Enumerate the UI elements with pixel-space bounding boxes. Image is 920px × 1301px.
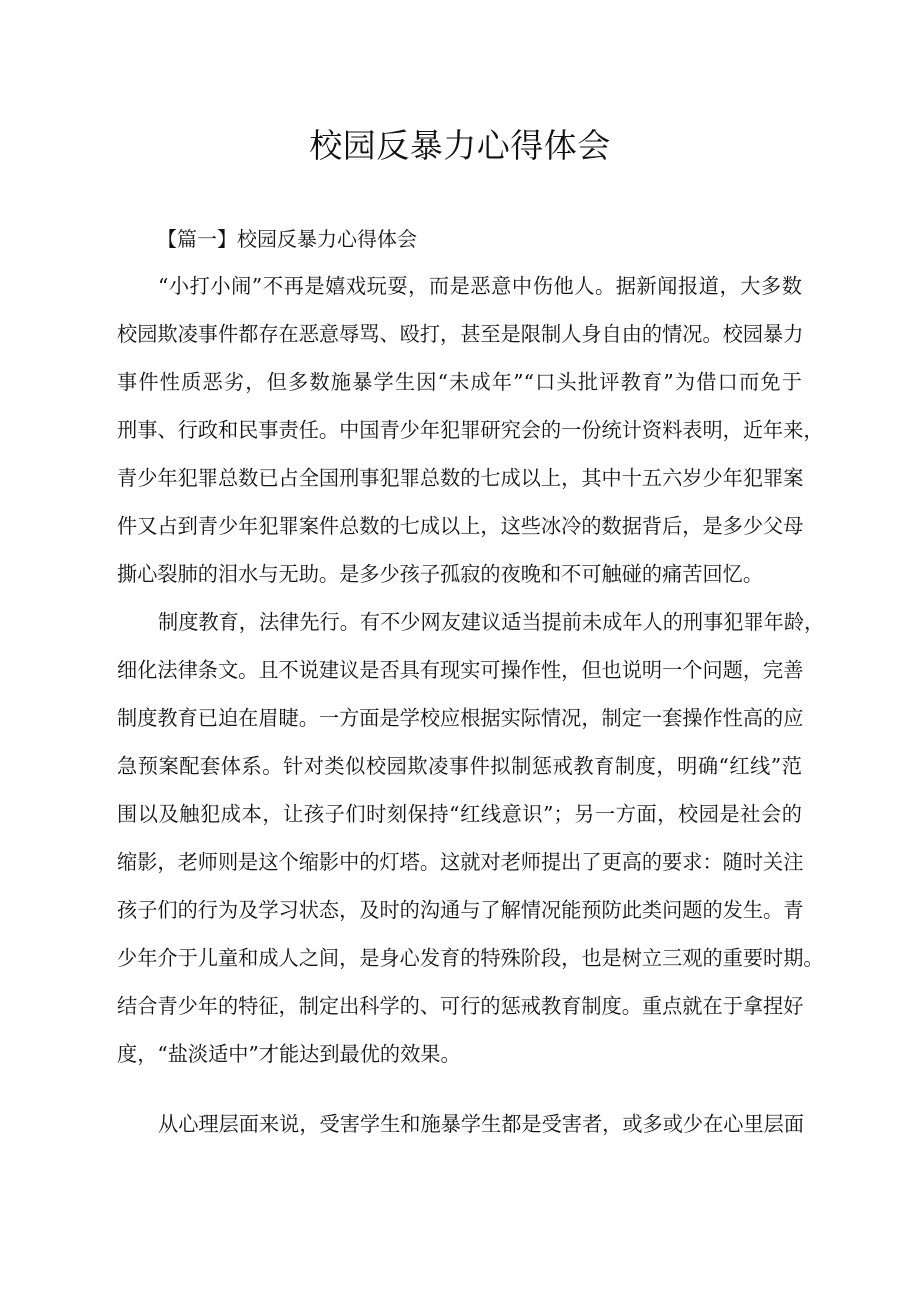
- paragraph-1-line-6: 件又占到青少年犯罪案件总数的七成以上，这些冰冷的数据背后，是多少父母: [117, 514, 804, 538]
- paragraph-1-line-2: 校园欺凌事件都存在恶意辱骂、殴打，甚至是限制人身自由的情况。校园暴力: [117, 322, 804, 346]
- paragraph-2-line-8: 少年介于儿童和成人之间，是身心发育的特殊阶段，也是树立三观的重要时期。: [117, 946, 824, 970]
- paragraph-2-line-1: 制度教育，法律先行。有不少网友建议适当提前未成年人的刑事犯罪年龄，: [158, 610, 825, 634]
- paragraph-1-line-3: 事件性质恶劣，但多数施暴学生因“未成年”“口头批评教育”为借口而免于: [117, 370, 802, 394]
- paragraph-2-line-10: 度，“盐淡适中”才能达到最优的效果。: [117, 1042, 461, 1066]
- paragraph-2-line-2: 细化法律条文。且不说建议是否具有现实可操作性，但也说明一个问题，完善: [117, 658, 804, 682]
- paragraph-2-line-9: 结合青少年的特征，制定出科学的、可行的惩戒教育制度。重点就在于拿捏好: [117, 994, 804, 1018]
- paragraph-1-line-1: “小打小闹”不再是嬉戏玩耍，而是恶意中伤他人。据新闻报道，大多数: [158, 274, 802, 298]
- paragraph-2-line-4: 急预案配套体系。针对类似校园欺凌事件拟制惩戒教育制度，明确“红线”范: [117, 754, 802, 778]
- section-heading: 【篇一】校园反暴力心得体会: [157, 227, 417, 251]
- document-title: 校园反暴力心得体会: [309, 126, 611, 165]
- paragraph-3-line-1: 从心理层面来说，受害学生和施暴学生都是受害者，或多或少在心里层面: [158, 1112, 805, 1136]
- paragraph-2-line-7: 孩子们的行为及学习状态，及时的沟通与了解情况能预防此类问题的发生。青: [117, 898, 804, 922]
- paragraph-1-line-4: 刑事、行政和民事责任。中国青少年犯罪研究会的一份统计资料表明，近年来，: [117, 418, 824, 442]
- paragraph-2-line-5: 围以及触犯成本，让孩子们时刻保持“红线意识”；另一方面，校园是社会的: [117, 802, 802, 826]
- paragraph-2-line-6: 缩影，老师则是这个缩影中的灯塔。这就对老师提出了更高的要求：随时关注: [117, 850, 804, 874]
- paragraph-1-line-5: 青少年犯罪总数已占全国刑事犯罪总数的七成以上，其中十五六岁少年犯罪案: [117, 466, 804, 490]
- paragraph-1-line-7: 撕心裂肺的泪水与无助。是多少孩子孤寂的夜晚和不可触碰的痛苦回忆。: [117, 562, 764, 586]
- paragraph-2-line-3: 制度教育已迫在眉睫。一方面是学校应根据实际情况，制定一套操作性高的应: [117, 706, 804, 730]
